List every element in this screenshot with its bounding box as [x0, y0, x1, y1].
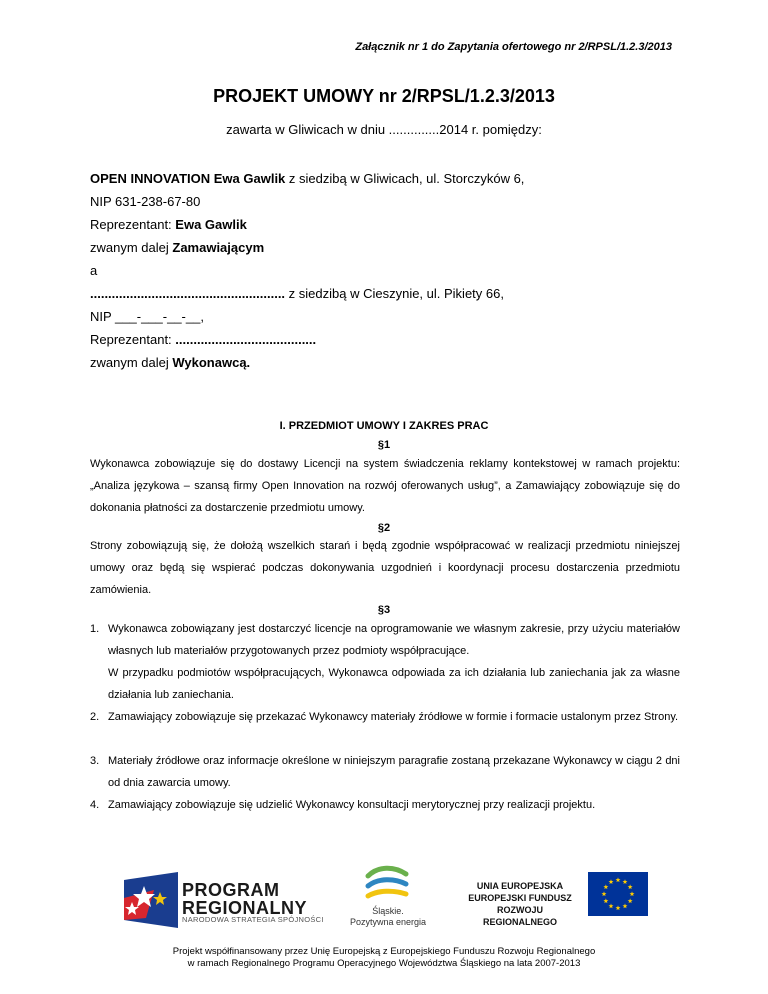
party2-rep-line [90, 332, 680, 348]
eu-line3: ROZWOJU REGIONALNEGO [482, 905, 557, 927]
list-item-text: Zamawiający zobowiązuje się udzielić Wykonawcy konsultacji merytorycznej przy realizacji projektu. [108, 799, 596, 811]
party1-name: OPEN INNOVATION Ewa Gawlik [90, 171, 286, 186]
list-item-text: Materiały źródłowe oraz informacje określone w niniejszym paragrafie zostaną przekazane Wykonawcy w ciągu 2 dni od dnia zawarcia umowy. [108, 755, 680, 789]
party1-called-line [90, 240, 680, 256]
paragraph-1-heading: §1 [377, 439, 391, 451]
paragraph-3-heading: §3 [377, 604, 391, 616]
program-line1: PROGRAM [182, 880, 280, 900]
footer [0, 946, 768, 970]
party1-address: z siedzibą w Gliwicach, ul. Storczyków 6, [285, 171, 525, 186]
party2-name-line [90, 286, 680, 302]
slaskie-line1: Śląskie. [372, 906, 404, 916]
party2-called-name: Wykonawcą. [172, 355, 251, 370]
party1-nip: NIP 631-238-67-80 [90, 194, 201, 209]
party2-called-label: zwanym dalej [90, 355, 173, 370]
paragraph-2-heading: §2 [377, 522, 391, 534]
party1-called-name: Zamawiającym [172, 240, 265, 255]
eu-line1: UNIA EUROPEJSKA [476, 881, 564, 891]
list-item-number: 4. [90, 799, 100, 811]
list-item-number: 1. [90, 623, 100, 635]
party1-rep-name: Ewa Gawlik [175, 217, 247, 232]
party1-rep-line [90, 217, 680, 233]
party2-name: ...................................................... [90, 286, 286, 301]
slaskie-line2: Pozytywna energia [349, 917, 427, 927]
slaskie-caption [340, 906, 436, 928]
list-item-text-continued: W przypadku podmiotów współpracujących, Wykonawca odpowiada za ich działania lub zaniechania jak za własne działania lub zaniechania. [108, 667, 680, 701]
slaskie-emblem-icon [364, 864, 410, 906]
annex-note: Załącznik nr 1 do Zapytania ofertowego nr 2/RPSL/1.2.3/2013 [355, 41, 672, 53]
eu-flag-icon [588, 872, 648, 916]
list-item-number: 3. [90, 755, 100, 767]
party1-name-line [90, 171, 680, 187]
footer-line2: w ramach Regionalnego Programu Operacyjnego Województwa Śląskiego na lata 2007-2013 [187, 958, 581, 969]
document-title: PROJEKT UMOWY nr 2/RPSL/1.2.3/2013 [213, 86, 555, 106]
party1-called-label: zwanym dalej [90, 240, 173, 255]
paragraph-1-text: Wykonawca zobowiązuje się do dostawy Licencji na system świadczenia reklamy kontekstowej w ramach projektu: „Analiza językowa – szansą firmy Open Innovation na rozwój oferowanych usług”, a Zamawiający zobowiązuje się do dokonania płatności za dostarczenie przedmiotu umowy. [90, 458, 680, 514]
eu-line2: EUROPEJSKI FUNDUSZ [468, 893, 572, 903]
footer-line1: Projekt współfinansowany przez Unię Europejską z Europejskiego Funduszu Rozwoju Regionalnego [172, 946, 596, 957]
section-heading: I. PRZEDMIOT UMOWY I ZAKRES PRAC [279, 420, 489, 432]
paragraph-2-text: Strony zobowiązują się, że dołożą wszelkich starań i będą zgodnie współpracować w realizacji przedmiotu niniejszej umowy oraz będą się wspierać podczas dokonywania uzgodnień i koordynacji procesu dostarczenia przedmiotu zamówienia. [90, 540, 680, 596]
program-regionalny-title [182, 881, 307, 917]
party2-called-line [90, 355, 680, 371]
party2-rep-label: Reprezentant: [90, 332, 176, 347]
list-item-text: Zamawiający zobowiązuje się przekazać Wykonawcy materiały źródłowe w formie i formacie ustalonym przez Strony. [108, 711, 679, 723]
party2-rep-name: ....................................... [175, 332, 317, 347]
list-item-number: 2. [90, 711, 100, 723]
party2-nip: NIP ___-___-__-__, [90, 309, 204, 324]
list-item-body [108, 618, 680, 706]
eu-caption [460, 880, 580, 928]
program-line2: REGIONALNY [182, 898, 308, 918]
party2-address: z siedzibą w Cieszynie, ul. Pikiety 66, [285, 286, 504, 301]
list-item-text: Wykonawca zobowiązany jest dostarczyć licencje na oprogramowanie we własnym zakresie, przy użyciu materiałów własnych lub materiałów przygotowanych przez podmioty współpracujące. [108, 623, 680, 657]
conjunction: a [90, 263, 98, 278]
document-subtitle: zawarta w Gliwicach w dniu ..............2014 r. pomiędzy: [226, 122, 542, 137]
program-subtitle: NARODOWA STRATEGIA SPÓJNOŚCI [182, 915, 324, 924]
program-regionalny-emblem-icon [124, 872, 178, 928]
party1-rep-label: Reprezentant: [90, 217, 176, 232]
